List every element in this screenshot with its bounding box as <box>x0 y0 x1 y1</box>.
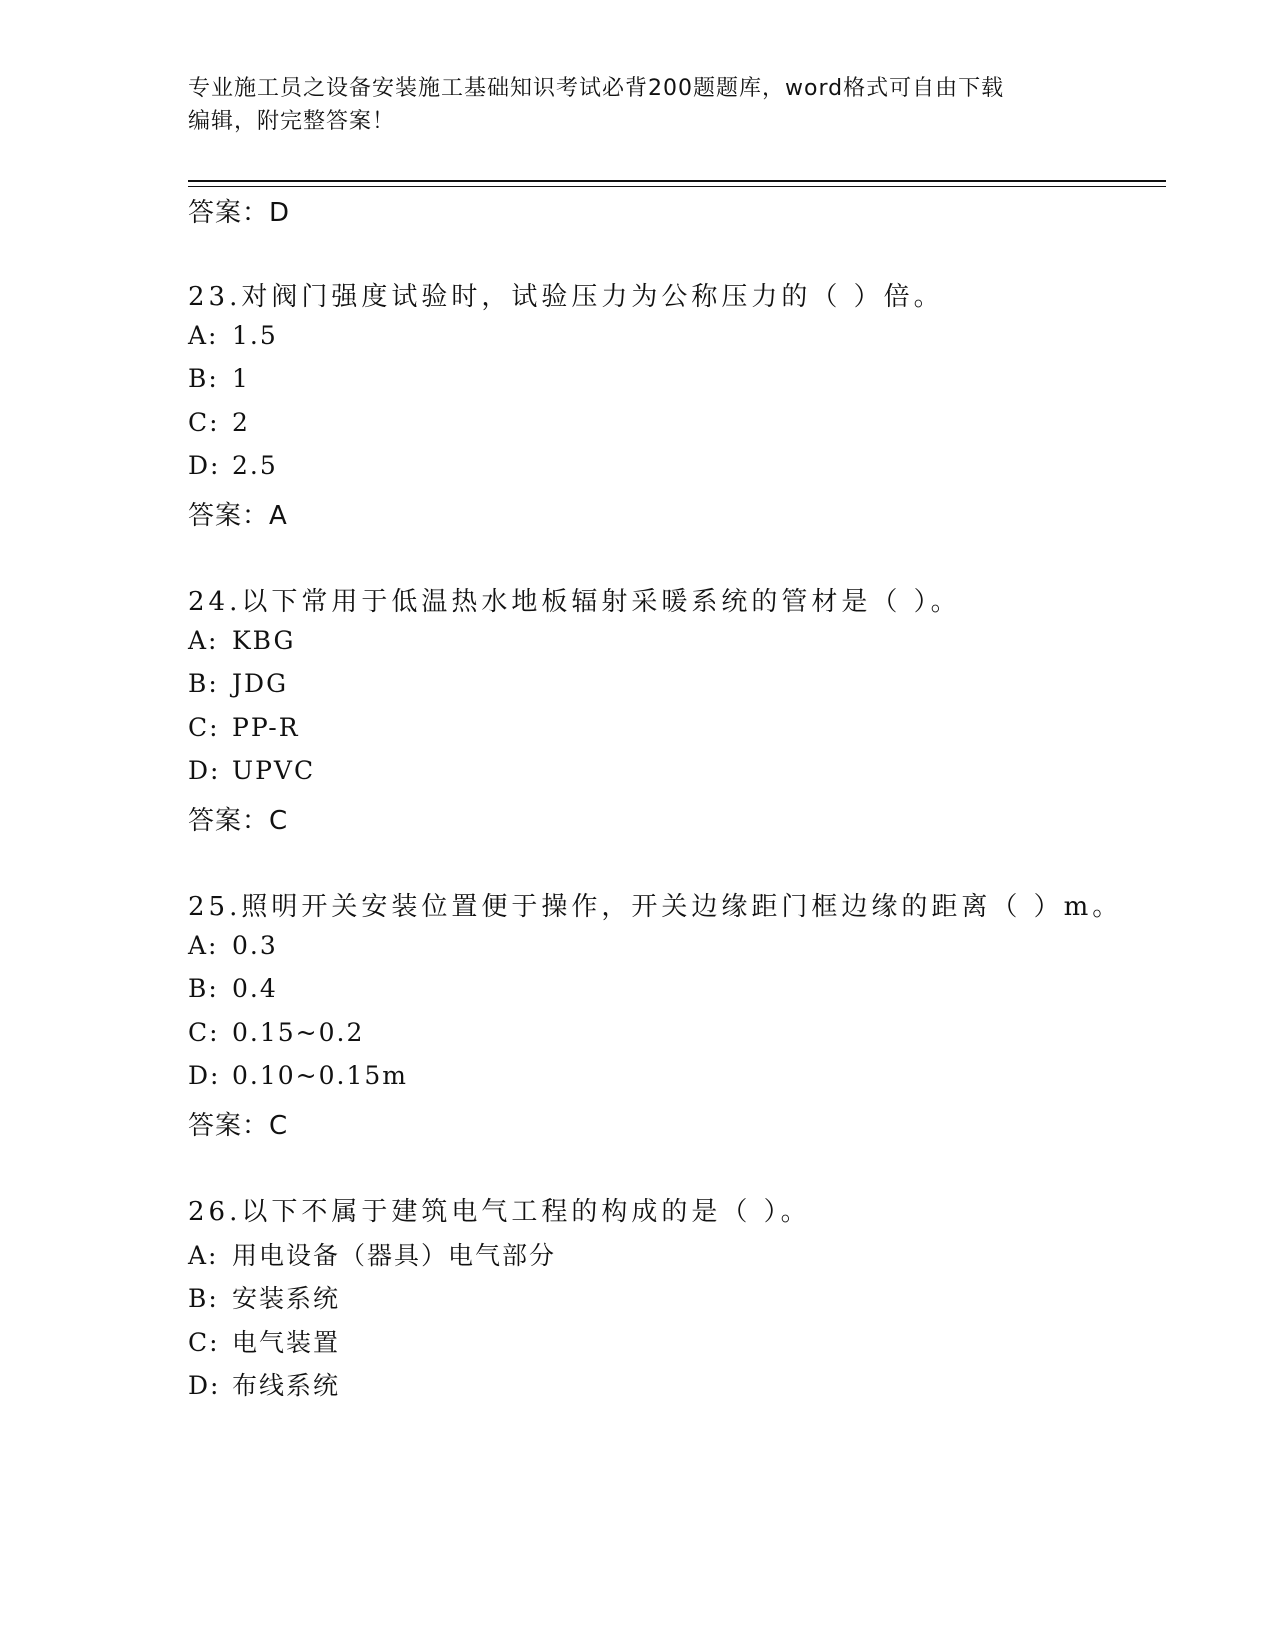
question-23-option-c <box>188 408 250 437</box>
option-text: 1 <box>232 364 250 393</box>
option-label: D: <box>188 1061 221 1090</box>
question-25-option-b <box>188 974 278 1003</box>
option-text: PP-R <box>232 713 300 742</box>
option-text: 布线系统 <box>232 1371 341 1400</box>
question-25-option-d <box>188 1061 408 1090</box>
option-text: 用电设备（器具）电气部分 <box>232 1241 557 1270</box>
option-text: KBG <box>232 626 296 655</box>
option-text: 安装系统 <box>232 1284 341 1313</box>
option-label: D: <box>188 451 221 480</box>
option-text: 0.15~0.2 <box>232 1018 365 1047</box>
option-label: B: <box>188 974 219 1003</box>
option-text: UPVC <box>232 756 316 785</box>
question-25-answer: 答案：C <box>188 1111 289 1141</box>
option-label: D: <box>188 756 221 785</box>
option-label: A: <box>188 321 219 350</box>
question-26-option-d <box>188 1366 340 1402</box>
question-23-answer: 答案：A <box>188 501 288 531</box>
question-25-option-c <box>188 1018 364 1047</box>
question-25-option-a <box>188 931 278 960</box>
question-23-option-a <box>188 321 278 350</box>
question-26-option-b <box>188 1279 340 1315</box>
option-text: 1.5 <box>232 321 278 350</box>
option-label: C: <box>188 1018 220 1047</box>
question-24-option-c <box>188 713 300 742</box>
option-label: C: <box>188 713 220 742</box>
question-24-answer: 答案：C <box>188 806 289 836</box>
option-text: 电气装置 <box>232 1328 341 1357</box>
option-label: B: <box>188 669 219 698</box>
header-rule-thick <box>188 180 1166 182</box>
header-rule-thin <box>188 186 1166 187</box>
option-label: B: <box>188 364 219 393</box>
option-text: 2.5 <box>232 451 278 480</box>
question-24-option-d <box>188 756 315 785</box>
question-24-text: 24.以下常用于低温热水地板辐射采暖系统的管材是（ ）。 <box>188 587 961 617</box>
question-23-option-d <box>188 451 278 480</box>
document-header <box>188 72 1088 138</box>
question-25-text: 25.照明开关安装位置便于操作，开关边缘距门框边缘的距离（ ）m。 <box>188 892 1123 922</box>
option-text: 0.4 <box>232 974 278 1003</box>
option-label: A: <box>188 931 219 960</box>
question-23-text: 23.对阀门强度试验时，试验压力为公称压力的（ ）倍。 <box>188 282 944 312</box>
option-text: 0.10~0.15m <box>232 1061 408 1090</box>
answer-prev: 答案：D <box>188 198 291 228</box>
option-label: A: <box>188 626 219 655</box>
option-label: A: <box>188 1241 219 1270</box>
question-26-text: 26.以下不属于建筑电气工程的构成的是（ ）。 <box>188 1197 811 1227</box>
question-26-option-c <box>188 1323 340 1359</box>
option-text: JDG <box>232 669 289 698</box>
option-text: 0.3 <box>232 931 278 960</box>
question-24-option-b <box>188 669 288 698</box>
header-line-1: 专业施工员之设备安装施工基础知识考试必背200题题库，word格式可自由下载 <box>188 76 1005 101</box>
option-label: C: <box>188 408 220 437</box>
option-text: 2 <box>232 408 250 437</box>
option-label: B: <box>188 1284 219 1313</box>
question-26-option-a <box>188 1236 556 1272</box>
option-label: D: <box>188 1371 221 1400</box>
option-label: C: <box>188 1328 220 1357</box>
header-line-2: 编辑，附完整答案！ <box>188 109 396 134</box>
question-24-option-a <box>188 626 295 655</box>
question-23-option-b <box>188 364 250 393</box>
